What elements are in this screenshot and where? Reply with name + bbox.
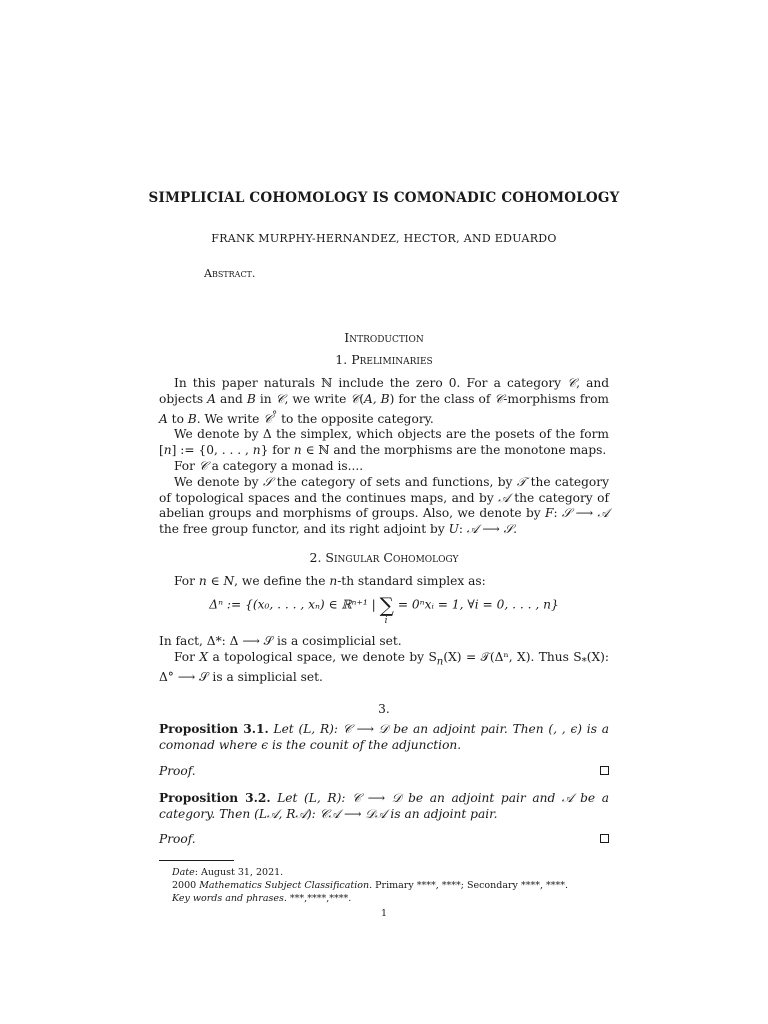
qed-square-icon — [600, 766, 609, 775]
abstract-label: Abstract. — [204, 267, 256, 280]
sum-symbol: ∑ i — [379, 593, 394, 626]
singular-intro: For n ∈ N, we define the n-th standard simplex as: — [174, 574, 486, 588]
prelim-paragraph-4: We denote by 𝒮 the category of sets and functions, by 𝒯 the category of topological spaces and the continues maps, and by 𝒜 the category of abelian groups and morphisms of groups. Also, we denote by F: 𝒮 ⟶ 𝒜 the free group functor, and its right adjoint by U: 𝒜 ⟶ 𝒮. — [159, 474, 610, 537]
heading-preliminaries: 1. Preliminaries — [335, 352, 433, 367]
prelim-paragraph-1: In this paper naturals ℕ include the zero 0. For a category 𝒞, and objects A and B in 𝒞, we write 𝒞(A, B) for the class of 𝒞-morphisms from A to B. We write 𝒞° to the opposite category. — [159, 376, 609, 426]
singular-body — [159, 634, 609, 686]
proof-3-2: Proof. — [159, 832, 609, 846]
simplex-formula: Δⁿ := {(x₀, . . . , xₙ) ∈ ℝⁿ⁺¹ | ∑ i = 0ⁿxᵢ = 1, ∀i = 0, . . . , n} — [209, 593, 559, 626]
qed-square-icon — [600, 834, 609, 843]
footnote-rule — [159, 860, 234, 861]
heading-section-3: 3. — [378, 702, 390, 716]
singular-paragraph-cosimplicial: In fact, Δ*: Δ ⟶ 𝒮 is a cosimplicial set. — [159, 634, 402, 648]
proposition-3-1: Proposition 3.1. Let (L, R): 𝒞 ⟶ 𝒟 be an adjoint pair. Then (, , ϵ) is a comonad where ϵ is the counit of the adjunction. — [159, 722, 610, 752]
footnote-msc: 2000 Mathematics Subject Classification. Primary ****, ****; Secondary ****, ****. — [172, 880, 568, 891]
paper-authors: FRANK MURPHY-HERNANDEZ, HECTOR, AND EDUARDO — [211, 232, 557, 245]
prelim-paragraph-2: We denote by Δ the simplex, which objects are the posets of the form [n] := {0, . . . , n} for n ∈ ℕ and the morphisms are the monotone maps. — [159, 427, 609, 458]
heading-introduction: Introduction — [344, 330, 424, 345]
singular-paragraph-topological: For X a topological space, we denote by $S_n(X)$ = 𝒯(Δⁿ, X). Thus $S_*(X)$: Δ° ⟶ 𝒮 is a simplicial set. — [159, 649, 609, 685]
proposition-3-2: Proposition 3.2. Let (L, R): 𝒞 ⟶ 𝒟 be an adjoint pair and 𝒜 be a category. Then (L𝒜, R𝒜): 𝒞𝒜 ⟶ 𝒟𝒜 is an adjoint pair. — [159, 791, 609, 821]
footnote-date: Date: August 31, 2021. — [172, 867, 284, 878]
page-number: 1 — [380, 908, 388, 919]
prelim-paragraph-3: For 𝒞 a category a monad is.... — [174, 459, 364, 474]
footnote-keywords: Key words and phrases. ***,****,****. — [172, 893, 352, 904]
proof-3-1: Proof. — [159, 764, 609, 778]
heading-singular-cohomology: 2. Singular Cohomology — [309, 550, 459, 565]
preliminaries-body — [159, 376, 609, 538]
paper-title: SIMPLICIAL COHOMOLOGY IS COMONADIC COHOMOLOGY — [148, 190, 620, 206]
